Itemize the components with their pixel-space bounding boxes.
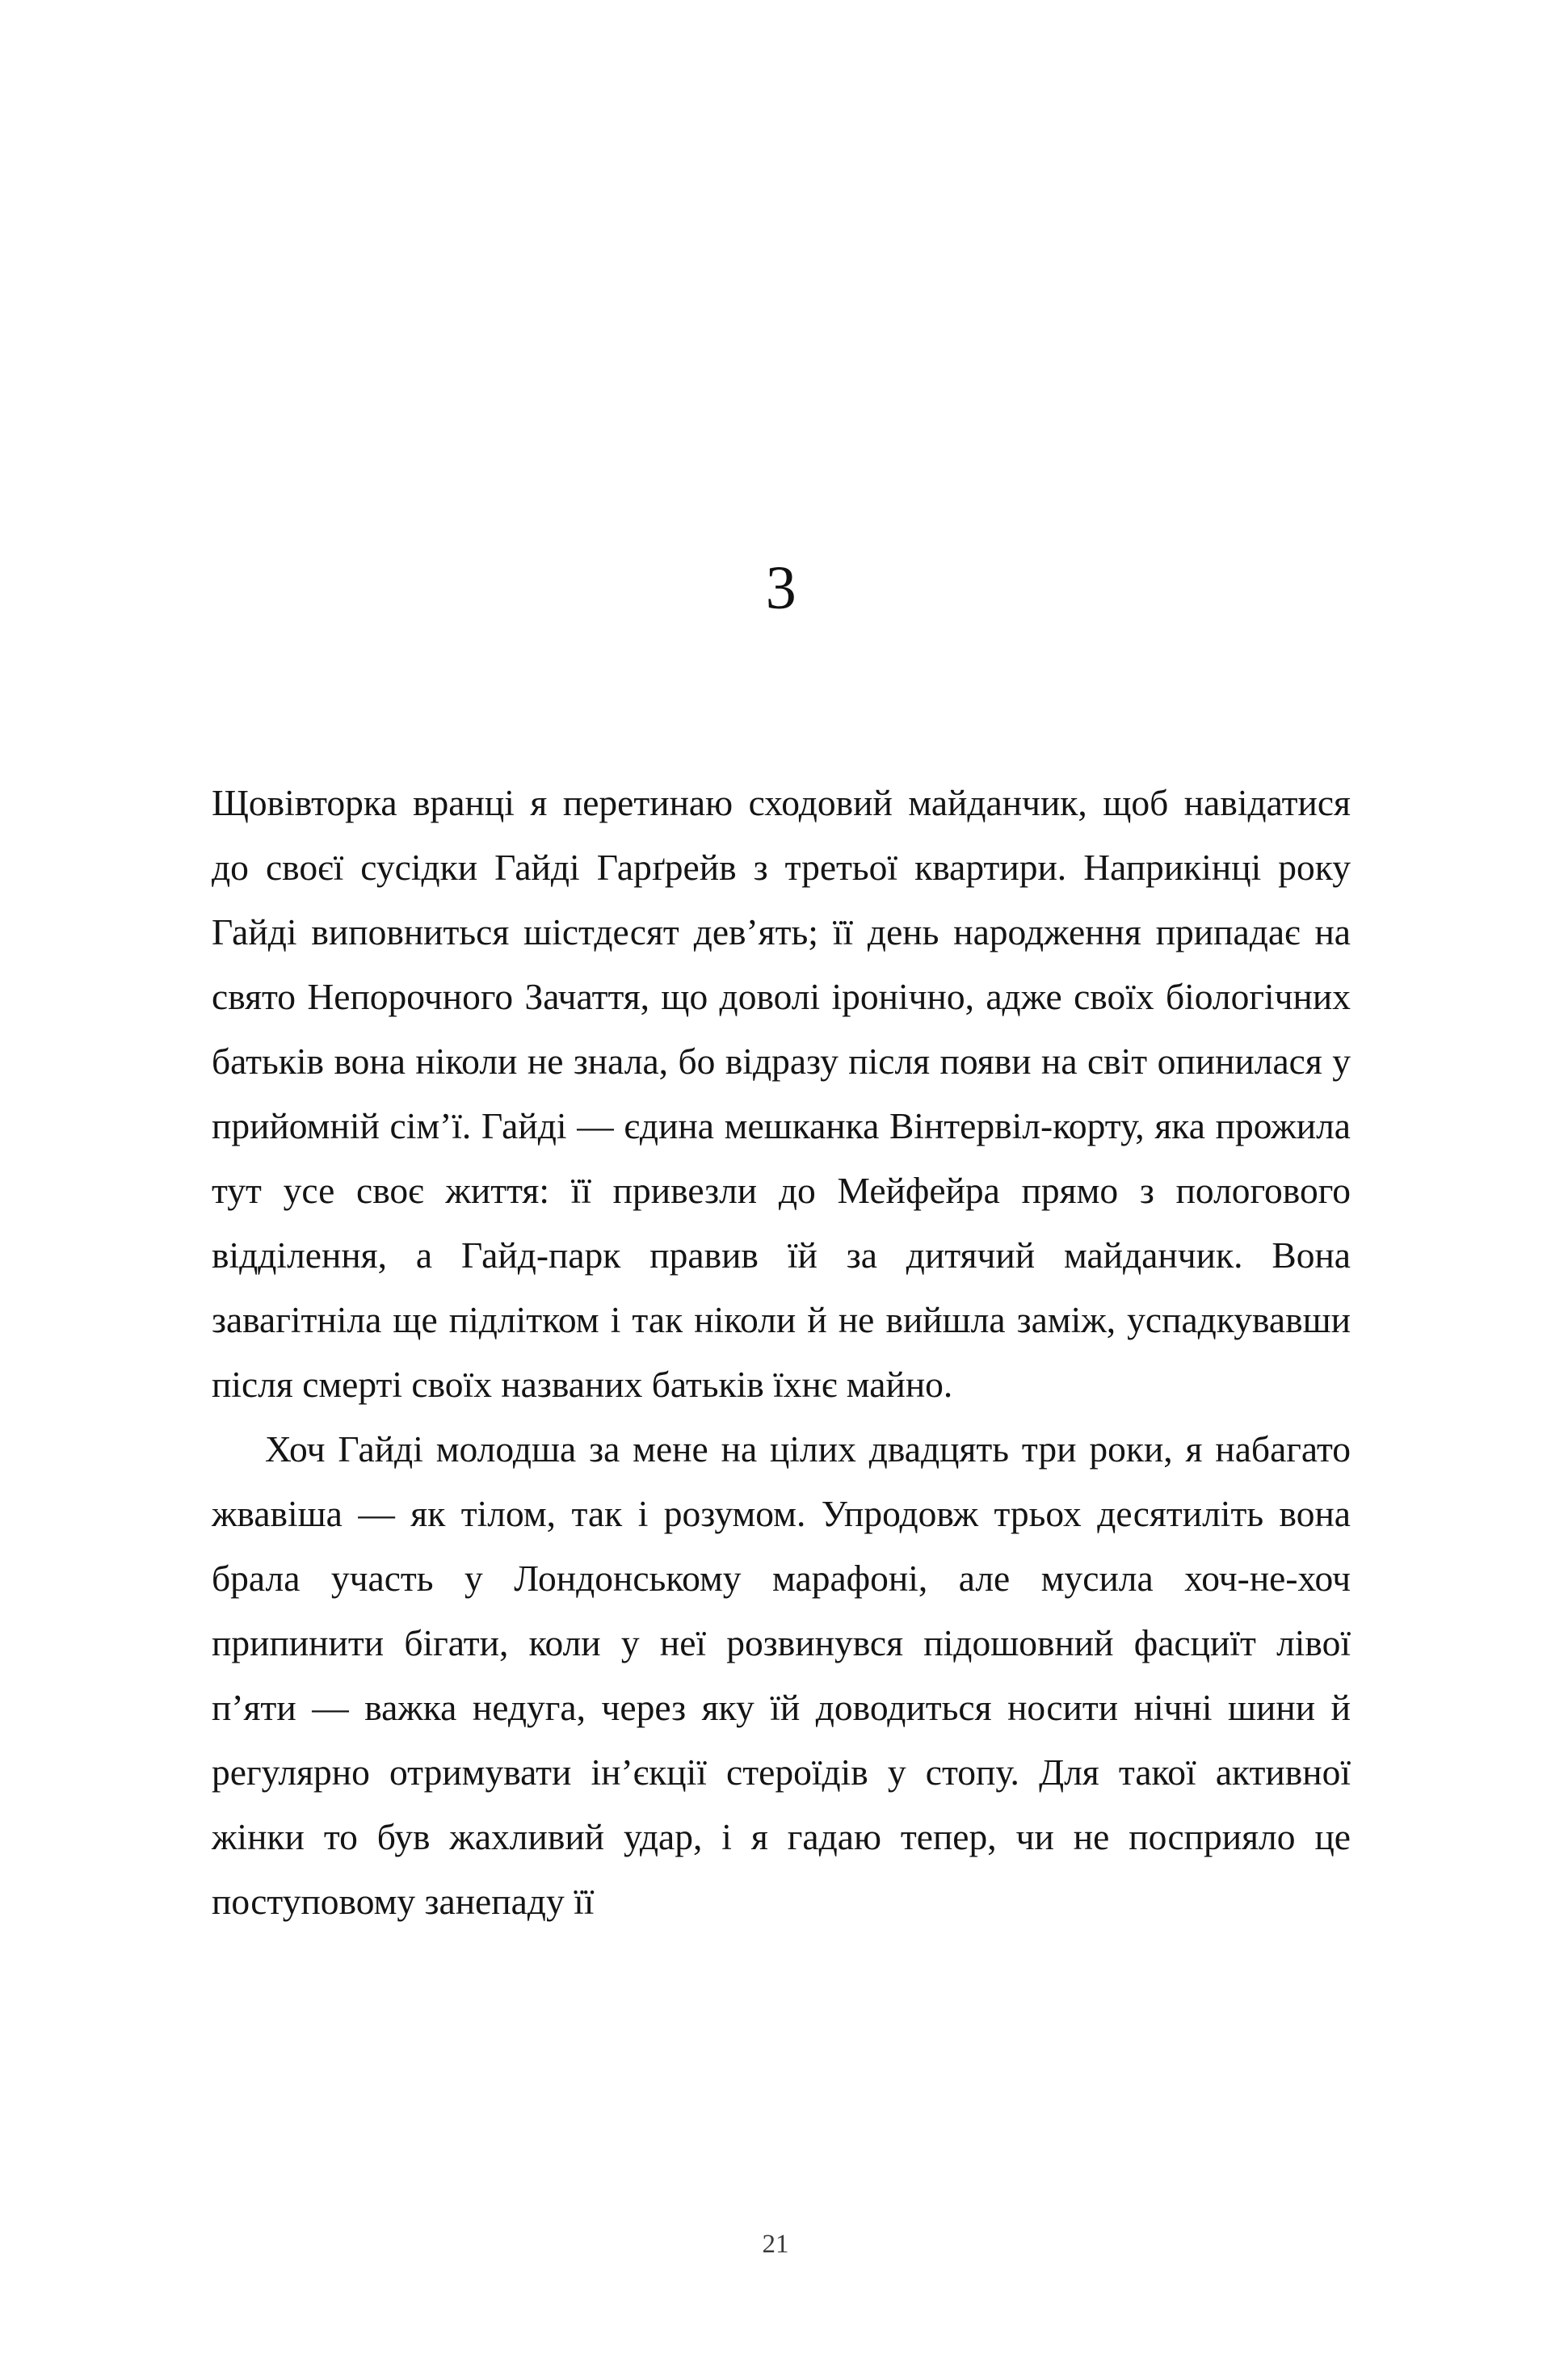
page-number: 21 bbox=[762, 2230, 789, 2259]
text-column bbox=[212, 554, 1351, 1934]
body-paragraph: Хоч Гайді молодша за мене на цілих двадцять три роки, я набагато жвавіша — як тілом, так і розумом. Упродовж трьох десятиліть вона брала участь у Лондонському марафоні, але мусила хоч-не-хоч припинити бігати, коли у неї розвинувся підошовний фасциїт лівої п’яти — важка недуга, через яку їй доводиться носити нічні шини й регулярно отримувати ін’єкції стероїдів у стопу. Для такої активної жінки то був жахливий удар, і я гадаю тепер, чи не посприяло це поступовому занепаду її bbox=[212, 1428, 1351, 1922]
body-paragraph: Щовівторка вранці я перетинаю сходовий майданчик, щоб навідатися до своєї сусідки Гайді Гарґрейв з третьої квартири. Наприкінці року Гайді виповниться шістдесят дев’ять; її день народження припадає на свято Непорочного Зачаття, що доволі іронічно, адже своїх біологічних батьків вона ніколи не знала, бо відразу після появи на світ опинилася у прийомній сім’ї. Гайді — єдина мешканка Вінтервіл-корту, яка прожила тут усе своє життя: її привезли до Мейфейра прямо з пологового відділення, а Гайд-парк правив їй за дитячий майданчик. Вона завагітніла ще підлітком і так ніколи й не вийшла заміж, успадкувавши після смерті своїх названих батьків їхнє майно. bbox=[212, 782, 1351, 1405]
chapter-number: 3 bbox=[765, 554, 797, 622]
